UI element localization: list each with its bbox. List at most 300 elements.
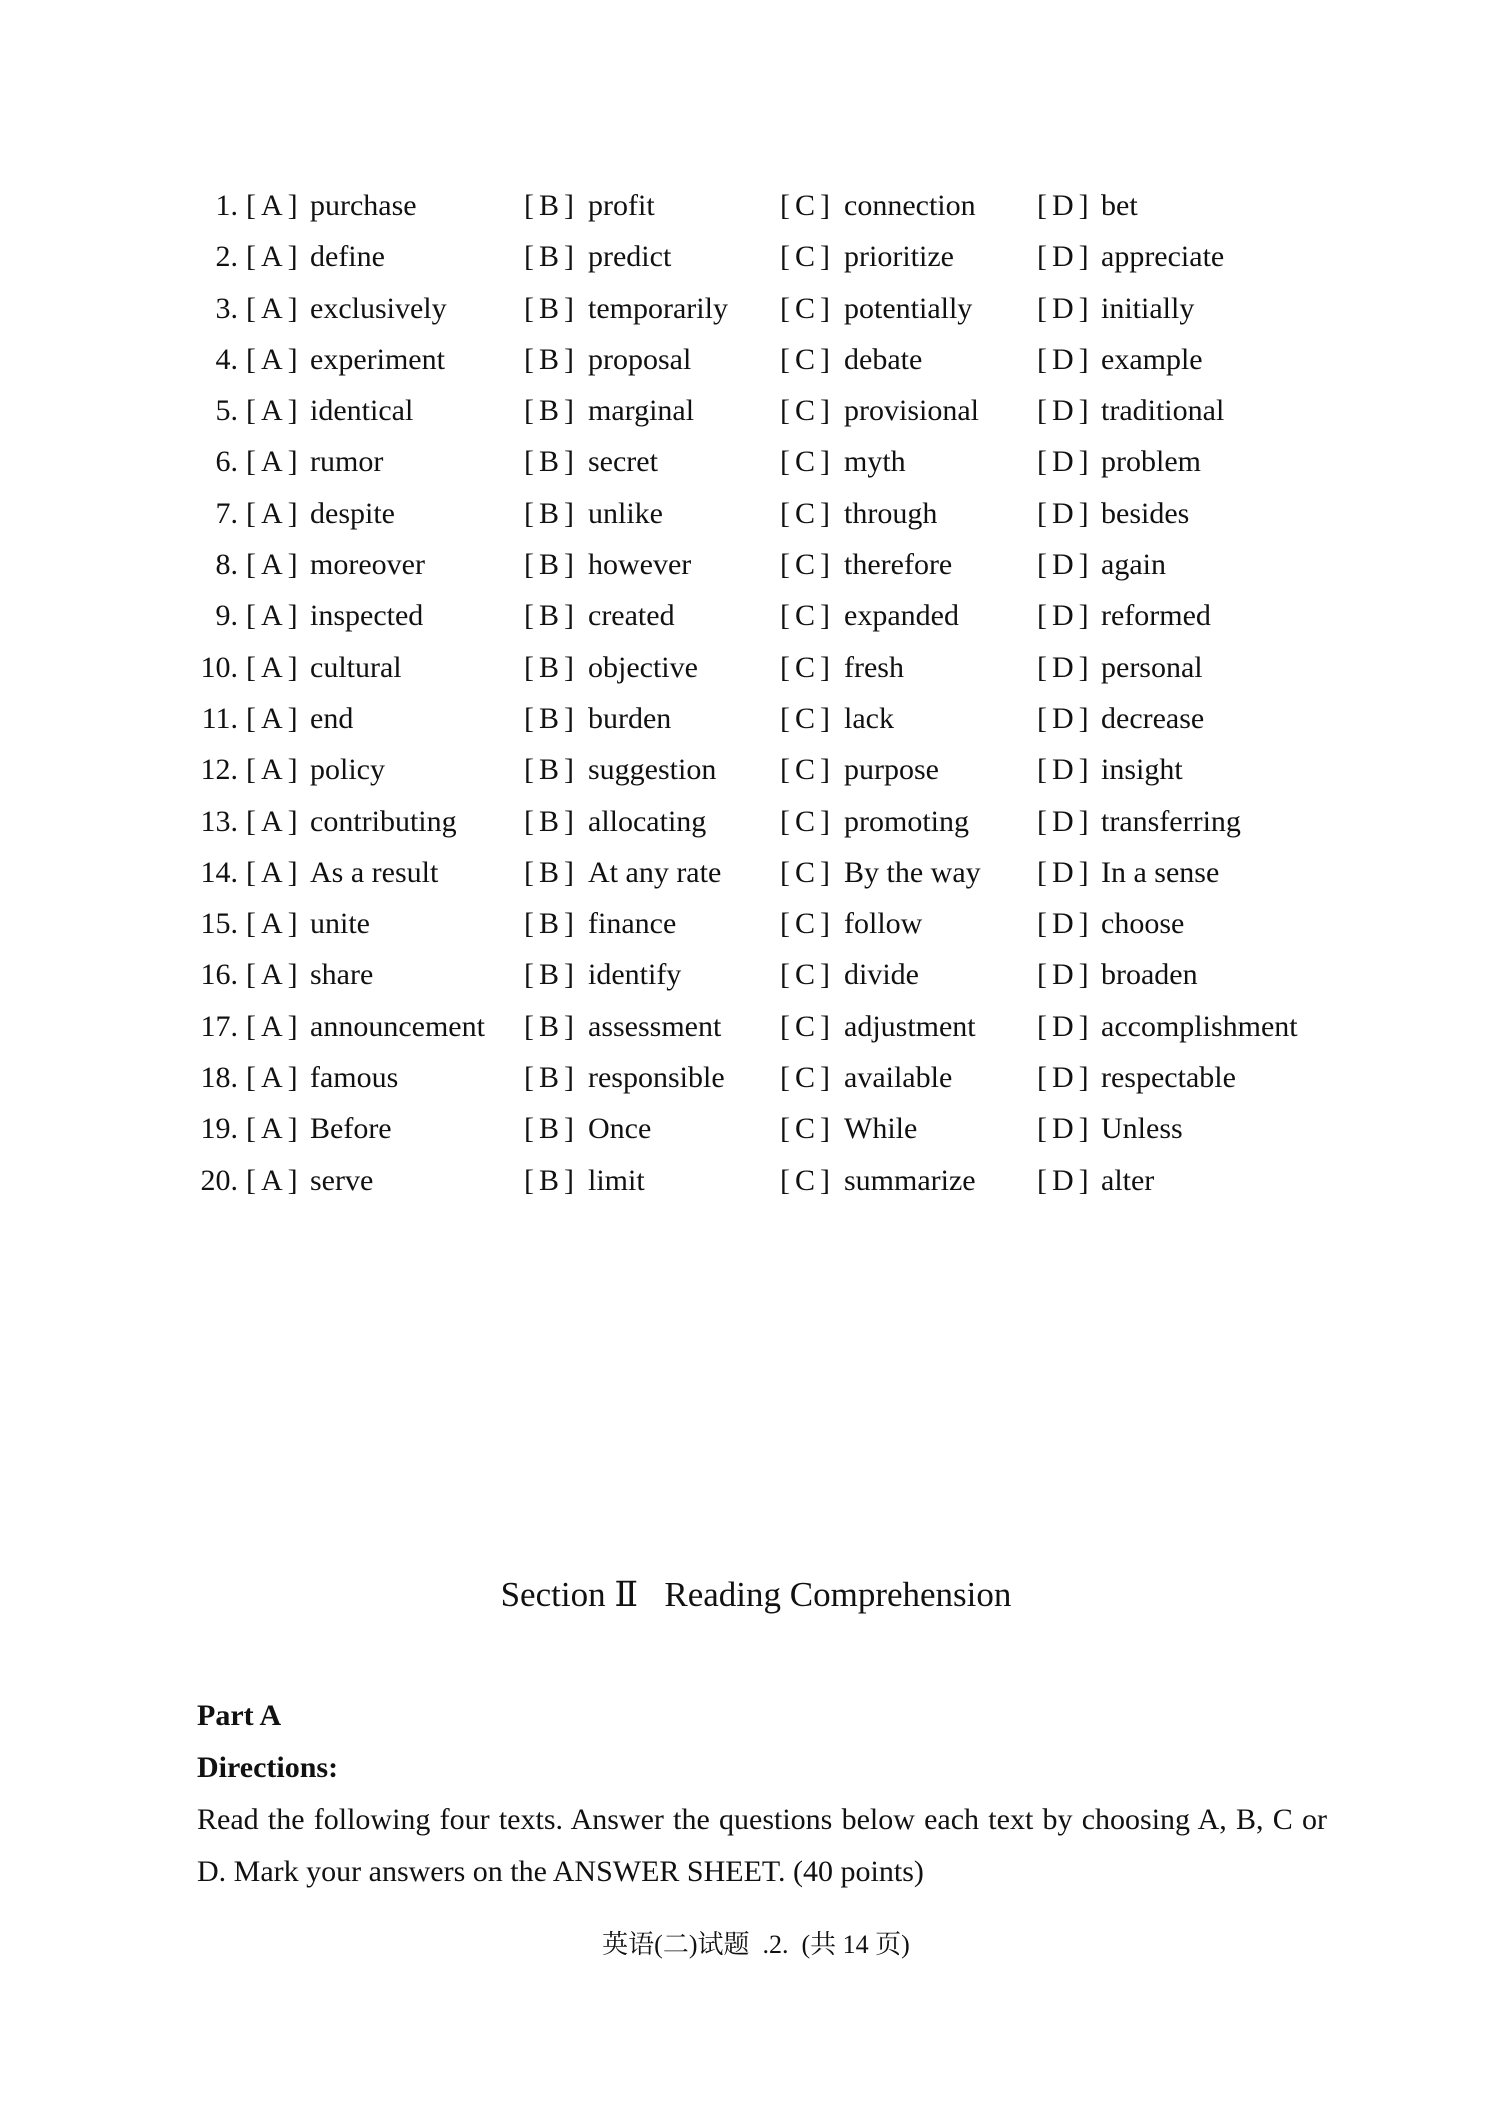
- option-letter-text: C: [795, 394, 816, 428]
- left-bracket-icon: [: [524, 650, 534, 684]
- option-letter: [780, 847, 844, 898]
- option-letter: [246, 436, 310, 487]
- option-letter-text: A: [261, 240, 283, 274]
- option-text: identify: [588, 958, 682, 992]
- option-text: example: [1101, 342, 1203, 376]
- right-bracket-icon: ]: [1078, 342, 1089, 376]
- option-text: policy: [310, 753, 385, 787]
- answer-option: [246, 1052, 398, 1103]
- option-letter-text: C: [795, 445, 816, 479]
- option-letter-text: C: [795, 1112, 816, 1146]
- left-bracket-icon: [: [246, 1061, 256, 1095]
- option-text: objective: [588, 650, 698, 684]
- answer-option: [780, 1155, 976, 1206]
- option-letter: [524, 180, 588, 231]
- question-row: [0, 1155, 1512, 1206]
- option-letter: [1037, 847, 1101, 898]
- answer-option: [780, 590, 959, 641]
- option-text: insight: [1101, 753, 1183, 787]
- option-text: respectable: [1101, 1061, 1236, 1095]
- answer-option: [780, 283, 972, 334]
- option-letter-text: C: [795, 496, 816, 530]
- directions-label: Directions:: [197, 1751, 339, 1784]
- option-letter-text: B: [539, 753, 560, 787]
- question-number: 15.: [200, 907, 238, 941]
- option-letter: [246, 385, 310, 436]
- question-number: 20.: [200, 1163, 238, 1197]
- option-letter: [1037, 642, 1101, 693]
- question-number: 6.: [215, 445, 238, 479]
- right-bracket-icon: ]: [1078, 701, 1089, 735]
- option-text: problem: [1101, 445, 1201, 479]
- option-text: reformed: [1101, 599, 1211, 633]
- answer-option: [1037, 898, 1184, 949]
- right-bracket-icon: ]: [1078, 240, 1089, 274]
- option-text: moreover: [310, 548, 425, 582]
- option-text: secret: [588, 445, 658, 479]
- answer-option: [780, 847, 981, 898]
- answer-option: [1037, 642, 1203, 693]
- option-text: summarize: [844, 1163, 976, 1197]
- option-text: purchase: [310, 189, 417, 222]
- option-letter: [524, 488, 588, 539]
- option-text: At any rate: [588, 855, 722, 889]
- answer-option: [780, 1103, 917, 1154]
- answer-option: [780, 436, 906, 487]
- option-letter: [1037, 1052, 1101, 1103]
- right-bracket-icon: ]: [820, 291, 831, 325]
- option-letter-text: D: [1052, 291, 1074, 325]
- option-letter-text: D: [1052, 240, 1074, 274]
- option-text: myth: [844, 445, 906, 479]
- option-letter-text: A: [261, 291, 283, 325]
- option-text: serve: [310, 1163, 374, 1197]
- left-bracket-icon: [: [246, 496, 256, 530]
- answer-option: [1037, 949, 1198, 1000]
- right-bracket-icon: ]: [287, 1009, 298, 1043]
- right-bracket-icon: ]: [1078, 291, 1089, 325]
- answer-option: [524, 436, 658, 487]
- left-bracket-icon: [: [246, 291, 256, 325]
- option-text: promoting: [844, 804, 969, 838]
- option-letter-text: C: [795, 958, 816, 992]
- question-number: 16.: [200, 958, 238, 992]
- option-letter: [524, 744, 588, 795]
- right-bracket-icon: ]: [1078, 1009, 1089, 1043]
- question-row: [0, 693, 1512, 744]
- answer-option: [1037, 847, 1219, 898]
- option-letter: [780, 744, 844, 795]
- question-row: [0, 847, 1512, 898]
- option-letter: [1037, 796, 1101, 847]
- left-bracket-icon: [: [246, 548, 256, 582]
- option-letter: [780, 796, 844, 847]
- left-bracket-icon: [: [1037, 548, 1047, 582]
- option-letter: [1037, 590, 1101, 641]
- left-bracket-icon: [: [524, 753, 534, 787]
- option-letter: [780, 1052, 844, 1103]
- option-letter: [1037, 744, 1101, 795]
- right-bracket-icon: ]: [820, 342, 831, 376]
- right-bracket-icon: ]: [820, 804, 831, 838]
- option-text: temporarily: [588, 291, 728, 325]
- option-letter-text: A: [261, 753, 283, 787]
- left-bracket-icon: [: [524, 599, 534, 633]
- option-text: limit: [588, 1163, 645, 1197]
- option-letter-text: B: [539, 394, 560, 428]
- answer-option: [780, 385, 979, 436]
- option-letter-text: B: [539, 240, 560, 274]
- option-letter: [1037, 283, 1101, 334]
- left-bracket-icon: [: [1037, 701, 1047, 735]
- right-bracket-icon: ]: [820, 1112, 831, 1146]
- right-bracket-icon: ]: [287, 548, 298, 582]
- answer-option: [780, 796, 969, 847]
- option-letter: [246, 1155, 310, 1206]
- question-row: [0, 283, 1512, 334]
- option-letter-text: B: [539, 445, 560, 479]
- left-bracket-icon: [: [1037, 958, 1047, 992]
- answer-option: [1037, 744, 1183, 795]
- answer-option: [780, 334, 922, 385]
- right-bracket-icon: ]: [287, 599, 298, 633]
- option-letter-text: B: [539, 958, 560, 992]
- left-bracket-icon: [: [246, 958, 256, 992]
- option-letter-text: D: [1052, 599, 1074, 633]
- option-letter-text: B: [539, 907, 560, 941]
- right-bracket-icon: ]: [820, 753, 831, 787]
- option-letter: [1037, 488, 1101, 539]
- right-bracket-icon: ]: [1078, 548, 1089, 582]
- option-letter-text: C: [795, 804, 816, 838]
- question-number: 19.: [200, 1112, 238, 1146]
- left-bracket-icon: [: [1037, 445, 1047, 479]
- option-letter: [780, 231, 844, 282]
- left-bracket-icon: [: [780, 958, 790, 992]
- option-text: unlike: [588, 496, 663, 530]
- option-letter: [246, 642, 310, 693]
- answer-option: [524, 1103, 651, 1154]
- option-letter: [1037, 385, 1101, 436]
- left-bracket-icon: [: [780, 496, 790, 530]
- option-text: marginal: [588, 394, 695, 428]
- option-text: inspected: [310, 599, 424, 633]
- answer-option: [1037, 436, 1201, 487]
- option-letter-text: A: [261, 189, 283, 222]
- right-bracket-icon: ]: [564, 1163, 575, 1197]
- option-letter-text: D: [1052, 445, 1074, 479]
- answer-option: [780, 642, 904, 693]
- answer-option: [780, 949, 919, 1000]
- answer-option: [246, 642, 402, 693]
- answer-option: [780, 231, 954, 282]
- right-bracket-icon: ]: [1078, 907, 1089, 941]
- option-letter: [1037, 334, 1101, 385]
- option-letter: [780, 334, 844, 385]
- right-bracket-icon: ]: [820, 599, 831, 633]
- option-text: fresh: [844, 650, 904, 684]
- option-letter-text: C: [795, 1163, 816, 1197]
- right-bracket-icon: ]: [287, 496, 298, 530]
- right-bracket-icon: ]: [564, 599, 575, 633]
- option-letter-text: C: [795, 701, 816, 735]
- option-letter: [780, 898, 844, 949]
- right-bracket-icon: ]: [820, 1163, 831, 1197]
- right-bracket-icon: ]: [564, 189, 575, 222]
- option-letter: [780, 1155, 844, 1206]
- right-bracket-icon: ]: [1078, 445, 1089, 479]
- answer-option: [246, 1103, 392, 1154]
- left-bracket-icon: [: [524, 804, 534, 838]
- question-row: [0, 231, 1512, 282]
- option-letter-text: C: [795, 291, 816, 325]
- answer-option: [780, 693, 894, 744]
- option-letter: [524, 1155, 588, 1206]
- option-text: allocating: [588, 804, 707, 838]
- answer-option: [246, 385, 413, 436]
- answer-option: [246, 1155, 373, 1206]
- option-letter-text: C: [795, 907, 816, 941]
- right-bracket-icon: ]: [564, 342, 575, 376]
- right-bracket-icon: ]: [820, 701, 831, 735]
- option-text: Once: [588, 1112, 652, 1146]
- option-letter-text: A: [261, 1112, 283, 1146]
- answer-option: [780, 488, 937, 539]
- left-bracket-icon: [: [524, 1009, 534, 1043]
- left-bracket-icon: [: [524, 342, 534, 376]
- left-bracket-icon: [: [246, 342, 256, 376]
- answer-option: [1037, 693, 1204, 744]
- option-letter-text: A: [261, 855, 283, 889]
- right-bracket-icon: ]: [1078, 496, 1089, 530]
- option-letter: [246, 334, 310, 385]
- left-bracket-icon: [: [1037, 1009, 1047, 1043]
- option-text: By the way: [844, 855, 981, 889]
- question-row: [0, 590, 1512, 641]
- left-bracket-icon: [: [246, 1112, 256, 1146]
- question-row: [0, 539, 1512, 590]
- option-text: accomplishment: [1101, 1009, 1298, 1043]
- right-bracket-icon: ]: [564, 855, 575, 889]
- answer-option: [524, 949, 681, 1000]
- option-text: rumor: [310, 445, 384, 479]
- right-bracket-icon: ]: [564, 496, 575, 530]
- question-row: [0, 642, 1512, 693]
- option-letter: [524, 898, 588, 949]
- option-letter: [524, 385, 588, 436]
- option-letter-text: C: [795, 1061, 816, 1095]
- right-bracket-icon: ]: [287, 240, 298, 274]
- answer-option: [780, 180, 976, 231]
- answer-option: [1037, 488, 1189, 539]
- option-letter: [1037, 436, 1101, 487]
- option-letter: [780, 539, 844, 590]
- answer-option: [246, 847, 438, 898]
- answer-option: [246, 283, 447, 334]
- right-bracket-icon: ]: [820, 958, 831, 992]
- right-bracket-icon: ]: [820, 907, 831, 941]
- left-bracket-icon: [: [524, 189, 534, 222]
- answer-option: [1037, 539, 1166, 590]
- left-bracket-icon: [: [780, 907, 790, 941]
- option-letter: [524, 1052, 588, 1103]
- right-bracket-icon: ]: [287, 907, 298, 941]
- option-text: end: [310, 701, 354, 735]
- answer-option: [246, 180, 417, 231]
- option-letter: [780, 590, 844, 641]
- question-number: 11.: [201, 701, 238, 735]
- answer-option: [1037, 283, 1194, 334]
- left-bracket-icon: [: [780, 1061, 790, 1095]
- option-letter-text: A: [261, 599, 283, 633]
- option-text: prioritize: [844, 240, 954, 274]
- option-letter-text: C: [795, 650, 816, 684]
- option-text: burden: [588, 701, 672, 735]
- answer-option: [524, 590, 675, 641]
- option-letter: [1037, 1103, 1101, 1154]
- option-text: potentially: [844, 291, 973, 325]
- option-letter: [246, 898, 310, 949]
- answer-option: [246, 231, 385, 282]
- answer-option: [780, 744, 939, 795]
- option-letter: [1037, 231, 1101, 282]
- left-bracket-icon: [: [524, 291, 534, 325]
- right-bracket-icon: ]: [1078, 189, 1089, 222]
- question-number: 2.: [215, 240, 238, 274]
- left-bracket-icon: [: [780, 342, 790, 376]
- option-letter: [524, 590, 588, 641]
- option-letter-text: D: [1052, 548, 1074, 582]
- answer-option: [246, 539, 425, 590]
- answer-option: [246, 693, 353, 744]
- part-a: [197, 1690, 1327, 1897]
- option-letter-text: C: [795, 548, 816, 582]
- question-row: [0, 796, 1512, 847]
- left-bracket-icon: [: [780, 753, 790, 787]
- left-bracket-icon: [: [1037, 855, 1047, 889]
- option-text: finance: [588, 907, 677, 941]
- part-title: Part A: [197, 1699, 282, 1732]
- option-letter-text: B: [539, 650, 560, 684]
- right-bracket-icon: ]: [1078, 855, 1089, 889]
- left-bracket-icon: [: [524, 445, 534, 479]
- option-letter-text: A: [261, 701, 283, 735]
- right-bracket-icon: ]: [564, 548, 575, 582]
- option-text: therefore: [844, 548, 953, 582]
- option-letter-text: A: [261, 1061, 283, 1095]
- question-number: 18.: [200, 1061, 238, 1095]
- question-number: 17.: [200, 1009, 238, 1043]
- right-bracket-icon: ]: [820, 189, 831, 222]
- answer-option: [1037, 1001, 1298, 1052]
- option-text: profit: [588, 189, 655, 222]
- answer-option: [524, 488, 663, 539]
- left-bracket-icon: [: [524, 394, 534, 428]
- answer-option: [524, 385, 694, 436]
- answer-option: [524, 1052, 725, 1103]
- right-bracket-icon: ]: [820, 496, 831, 530]
- right-bracket-icon: ]: [820, 1061, 831, 1095]
- option-letter: [246, 590, 310, 641]
- option-letter: [246, 488, 310, 539]
- option-text: unite: [310, 907, 370, 941]
- answer-option: [1037, 385, 1224, 436]
- option-text: purpose: [844, 753, 939, 787]
- right-bracket-icon: ]: [564, 701, 575, 735]
- answer-option: [780, 1052, 952, 1103]
- left-bracket-icon: [: [246, 650, 256, 684]
- option-letter: [524, 231, 588, 282]
- question-row: [0, 744, 1512, 795]
- option-letter-text: C: [795, 753, 816, 787]
- option-letter-text: D: [1052, 1163, 1074, 1197]
- directions-text: Read the following four texts. Answer the questions below each text by choosing A, B, C or D. Mark your answers on the ANSWER SHEET. (40 points): [197, 1803, 1327, 1888]
- option-letter-text: C: [795, 1009, 816, 1043]
- right-bracket-icon: ]: [820, 548, 831, 582]
- left-bracket-icon: [: [780, 701, 790, 735]
- option-text: Before: [310, 1112, 392, 1146]
- option-text: broaden: [1101, 958, 1198, 992]
- answer-option: [1037, 180, 1138, 231]
- option-text: appreciate: [1101, 240, 1225, 274]
- left-bracket-icon: [: [1037, 496, 1047, 530]
- right-bracket-icon: ]: [1078, 804, 1089, 838]
- option-text: connection: [844, 189, 976, 222]
- left-bracket-icon: [: [1037, 753, 1047, 787]
- option-text: choose: [1101, 907, 1185, 941]
- option-letter: [780, 488, 844, 539]
- option-text: traditional: [1101, 394, 1225, 428]
- option-letter: [246, 1001, 310, 1052]
- option-letter: [524, 949, 588, 1000]
- left-bracket-icon: [: [246, 599, 256, 633]
- option-letter: [246, 693, 310, 744]
- answer-option: [780, 539, 952, 590]
- option-text: exclusively: [310, 291, 447, 325]
- answer-option: [1037, 1052, 1236, 1103]
- right-bracket-icon: ]: [287, 650, 298, 684]
- left-bracket-icon: [: [780, 1112, 790, 1146]
- option-letter: [780, 642, 844, 693]
- option-text: Unless: [1101, 1112, 1183, 1146]
- question-number: 1.: [215, 189, 238, 222]
- option-text: share: [310, 958, 374, 992]
- option-text: define: [310, 240, 385, 274]
- right-bracket-icon: ]: [287, 753, 298, 787]
- question-number: 5.: [215, 394, 238, 428]
- option-text: cultural: [310, 650, 402, 684]
- left-bracket-icon: [: [524, 701, 534, 735]
- answer-option: [524, 693, 671, 744]
- answer-option: [246, 744, 385, 795]
- option-letter: [1037, 949, 1101, 1000]
- question-number: 10.: [200, 650, 238, 684]
- answer-option: [524, 847, 721, 898]
- right-bracket-icon: ]: [564, 958, 575, 992]
- option-letter-text: B: [539, 804, 560, 838]
- question-number: 4.: [215, 342, 238, 376]
- right-bracket-icon: ]: [1078, 753, 1089, 787]
- right-bracket-icon: ]: [1078, 394, 1089, 428]
- question-number: 7.: [215, 496, 238, 530]
- option-letter: [524, 693, 588, 744]
- right-bracket-icon: ]: [564, 907, 575, 941]
- option-letter: [246, 744, 310, 795]
- left-bracket-icon: [: [780, 445, 790, 479]
- left-bracket-icon: [: [780, 394, 790, 428]
- left-bracket-icon: [: [524, 1061, 534, 1095]
- option-letter: [524, 283, 588, 334]
